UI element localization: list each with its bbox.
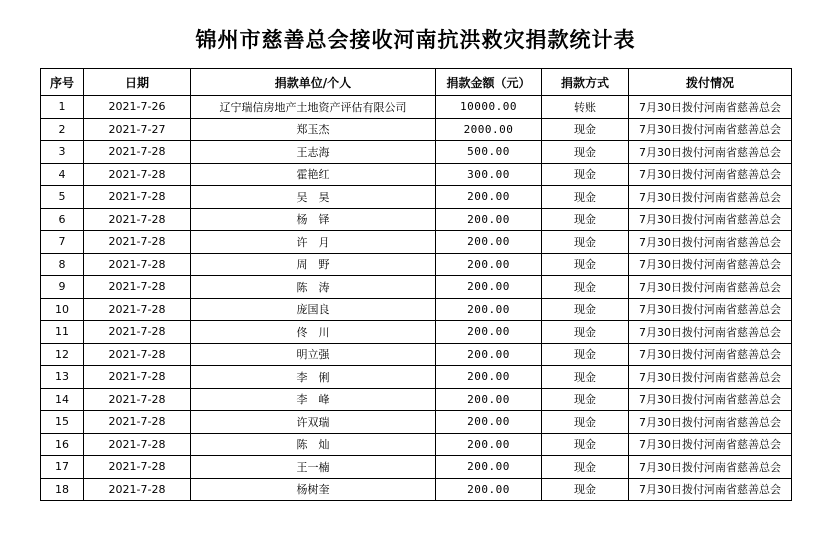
cell-method: 现金 xyxy=(542,456,629,479)
cell-method: 现金 xyxy=(542,118,629,141)
cell-method: 现金 xyxy=(542,388,629,411)
cell-no: 10 xyxy=(41,298,84,321)
cell-status: 7月30日拨付河南省慈善总会 xyxy=(629,231,792,254)
cell-amount: 10000.00 xyxy=(436,96,542,119)
cell-method: 现金 xyxy=(542,433,629,456)
cell-date: 2021-7-28 xyxy=(84,478,191,501)
cell-date: 2021-7-28 xyxy=(84,298,191,321)
table-row xyxy=(41,231,792,254)
cell-amount: 200.00 xyxy=(436,388,542,411)
cell-amount: 200.00 xyxy=(436,208,542,231)
table-row xyxy=(41,456,792,479)
cell-donor: 明立强 xyxy=(191,343,436,366)
cell-method: 现金 xyxy=(542,298,629,321)
cell-amount: 200.00 xyxy=(436,411,542,434)
cell-no: 17 xyxy=(41,456,84,479)
cell-donor: 陈 灿 xyxy=(191,433,436,456)
cell-status: 7月30日拨付河南省慈善总会 xyxy=(629,118,792,141)
table-row xyxy=(41,388,792,411)
cell-no: 18 xyxy=(41,478,84,501)
column-header-status: 拨付情况 xyxy=(629,69,792,96)
cell-donor: 王一楠 xyxy=(191,456,436,479)
table-row xyxy=(41,411,792,434)
table-row xyxy=(41,366,792,389)
cell-amount: 500.00 xyxy=(436,141,542,164)
cell-no: 1 xyxy=(41,96,84,119)
cell-status: 7月30日拨付河南省慈善总会 xyxy=(629,163,792,186)
cell-method: 现金 xyxy=(542,276,629,299)
cell-method: 现金 xyxy=(542,163,629,186)
table-row xyxy=(41,343,792,366)
cell-donor: 杨树奎 xyxy=(191,478,436,501)
cell-donor: 许 月 xyxy=(191,231,436,254)
cell-no: 9 xyxy=(41,276,84,299)
cell-amount: 200.00 xyxy=(436,186,542,209)
cell-status: 7月30日拨付河南省慈善总会 xyxy=(629,96,792,119)
cell-status: 7月30日拨付河南省慈善总会 xyxy=(629,388,792,411)
cell-no: 4 xyxy=(41,163,84,186)
cell-date: 2021-7-28 xyxy=(84,163,191,186)
cell-donor: 辽宁瑞信房地产土地资产评估有限公司 xyxy=(191,96,436,119)
cell-no: 16 xyxy=(41,433,84,456)
cell-status: 7月30日拨付河南省慈善总会 xyxy=(629,456,792,479)
cell-date: 2021-7-28 xyxy=(84,366,191,389)
column-header-amount: 捐款金额（元） xyxy=(436,69,542,96)
cell-donor: 郑玉杰 xyxy=(191,118,436,141)
cell-donor: 陈 涛 xyxy=(191,276,436,299)
cell-status: 7月30日拨付河南省慈善总会 xyxy=(629,253,792,276)
cell-amount: 200.00 xyxy=(436,321,542,344)
cell-no: 6 xyxy=(41,208,84,231)
cell-method: 现金 xyxy=(542,321,629,344)
cell-date: 2021-7-28 xyxy=(84,411,191,434)
cell-no: 7 xyxy=(41,231,84,254)
cell-method: 现金 xyxy=(542,141,629,164)
cell-date: 2021-7-28 xyxy=(84,186,191,209)
cell-amount: 2000.00 xyxy=(436,118,542,141)
cell-amount: 200.00 xyxy=(436,433,542,456)
cell-amount: 200.00 xyxy=(436,253,542,276)
cell-date: 2021-7-28 xyxy=(84,253,191,276)
cell-status: 7月30日拨付河南省慈善总会 xyxy=(629,208,792,231)
cell-no: 8 xyxy=(41,253,84,276)
column-header-method: 捐款方式 xyxy=(542,69,629,96)
cell-amount: 200.00 xyxy=(436,478,542,501)
table-body xyxy=(41,96,792,501)
table-row xyxy=(41,186,792,209)
cell-amount: 200.00 xyxy=(436,343,542,366)
column-header-donor: 捐款单位/个人 xyxy=(191,69,436,96)
cell-method: 现金 xyxy=(542,186,629,209)
cell-method: 现金 xyxy=(542,253,629,276)
cell-method: 现金 xyxy=(542,366,629,389)
table-row xyxy=(41,276,792,299)
cell-amount: 200.00 xyxy=(436,231,542,254)
cell-status: 7月30日拨付河南省慈善总会 xyxy=(629,411,792,434)
cell-date: 2021-7-28 xyxy=(84,276,191,299)
cell-no: 15 xyxy=(41,411,84,434)
cell-status: 7月30日拨付河南省慈善总会 xyxy=(629,366,792,389)
cell-amount: 200.00 xyxy=(436,456,542,479)
cell-donor: 周 野 xyxy=(191,253,436,276)
cell-method: 现金 xyxy=(542,208,629,231)
cell-status: 7月30日拨付河南省慈善总会 xyxy=(629,186,792,209)
page-title: 锦州市慈善总会接收河南抗洪救灾捐款统计表 xyxy=(195,27,636,52)
cell-no: 14 xyxy=(41,388,84,411)
donation-table xyxy=(40,68,792,501)
cell-date: 2021-7-28 xyxy=(84,141,191,164)
table-row xyxy=(41,118,792,141)
cell-no: 5 xyxy=(41,186,84,209)
cell-no: 12 xyxy=(41,343,84,366)
cell-method: 现金 xyxy=(542,343,629,366)
table-row xyxy=(41,141,792,164)
table-row xyxy=(41,96,792,119)
table-row xyxy=(41,478,792,501)
cell-status: 7月30日拨付河南省慈善总会 xyxy=(629,478,792,501)
cell-no: 11 xyxy=(41,321,84,344)
cell-no: 13 xyxy=(41,366,84,389)
cell-method: 现金 xyxy=(542,411,629,434)
column-header-no: 序号 xyxy=(41,69,84,96)
cell-method: 转账 xyxy=(542,96,629,119)
column-header-date: 日期 xyxy=(84,69,191,96)
table-row xyxy=(41,253,792,276)
cell-amount: 200.00 xyxy=(436,276,542,299)
cell-status: 7月30日拨付河南省慈善总会 xyxy=(629,321,792,344)
cell-status: 7月30日拨付河南省慈善总会 xyxy=(629,276,792,299)
cell-donor: 王志海 xyxy=(191,141,436,164)
cell-date: 2021-7-28 xyxy=(84,231,191,254)
cell-method: 现金 xyxy=(542,478,629,501)
cell-date: 2021-7-27 xyxy=(84,118,191,141)
cell-status: 7月30日拨付河南省慈善总会 xyxy=(629,343,792,366)
cell-donor: 佟 川 xyxy=(191,321,436,344)
cell-status: 7月30日拨付河南省慈善总会 xyxy=(629,298,792,321)
cell-donor: 霍艳红 xyxy=(191,163,436,186)
table-row xyxy=(41,298,792,321)
cell-donor: 李 峰 xyxy=(191,388,436,411)
table-row xyxy=(41,433,792,456)
cell-date: 2021-7-28 xyxy=(84,433,191,456)
cell-no: 3 xyxy=(41,141,84,164)
cell-donor: 李 俐 xyxy=(191,366,436,389)
cell-status: 7月30日拨付河南省慈善总会 xyxy=(629,141,792,164)
cell-donor: 杨 铎 xyxy=(191,208,436,231)
cell-date: 2021-7-28 xyxy=(84,208,191,231)
table-row xyxy=(41,208,792,231)
cell-amount: 200.00 xyxy=(436,298,542,321)
cell-method: 现金 xyxy=(542,231,629,254)
cell-date: 2021-7-28 xyxy=(84,343,191,366)
cell-date: 2021-7-28 xyxy=(84,388,191,411)
cell-amount: 200.00 xyxy=(436,366,542,389)
cell-status: 7月30日拨付河南省慈善总会 xyxy=(629,433,792,456)
cell-date: 2021-7-26 xyxy=(84,96,191,119)
table-row xyxy=(41,321,792,344)
cell-donor: 庞国良 xyxy=(191,298,436,321)
cell-date: 2021-7-28 xyxy=(84,321,191,344)
table-row xyxy=(41,163,792,186)
cell-date: 2021-7-28 xyxy=(84,456,191,479)
cell-donor: 吴 昊 xyxy=(191,186,436,209)
table-header-row xyxy=(41,69,792,96)
cell-no: 2 xyxy=(41,118,84,141)
cell-donor: 许双瑞 xyxy=(191,411,436,434)
cell-amount: 300.00 xyxy=(436,163,542,186)
